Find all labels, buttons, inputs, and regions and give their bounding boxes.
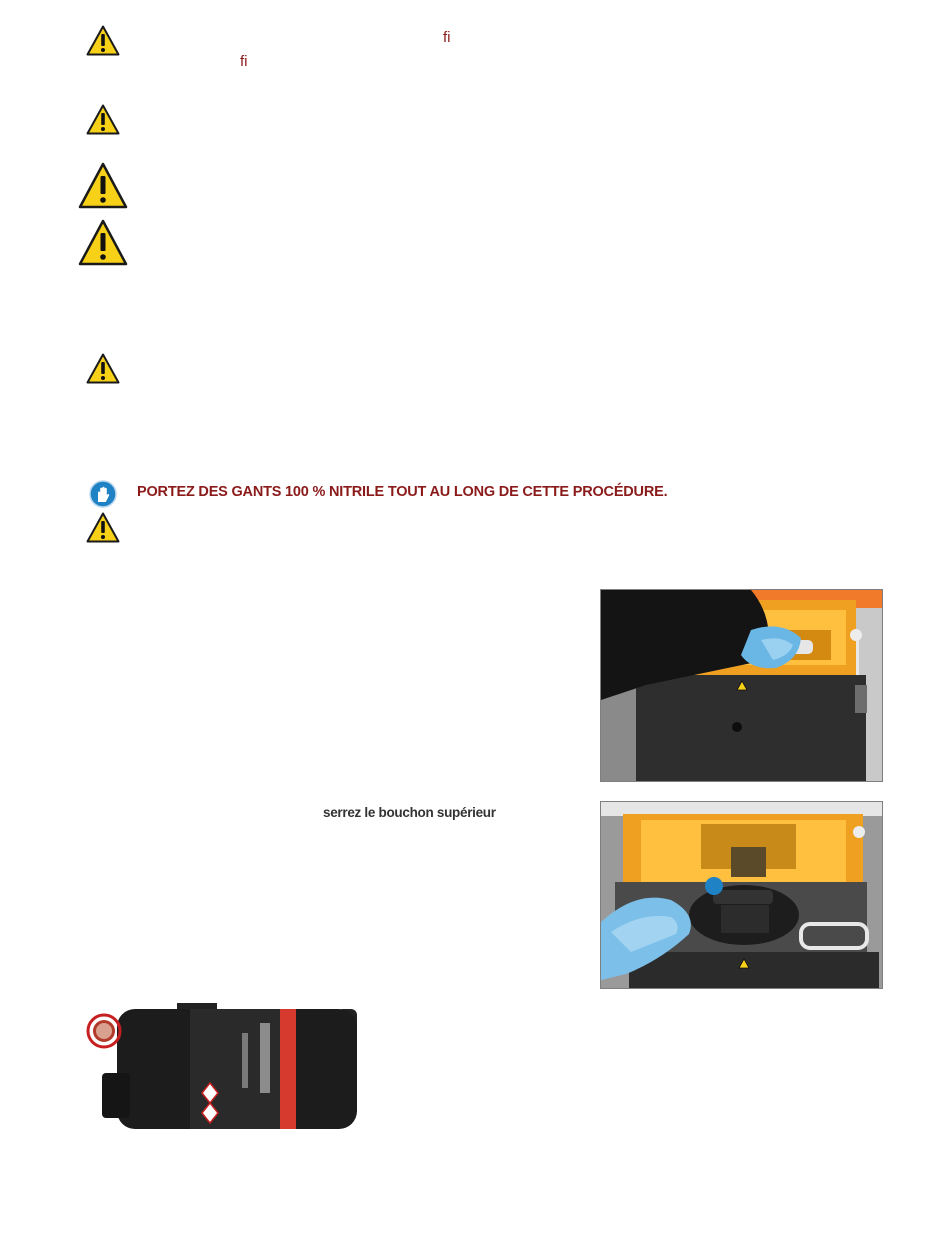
warning-triangle-icon: [78, 219, 128, 266]
resin-cartridge-photo: [82, 1003, 362, 1133]
step-instruction-text: serrez le bouchon supérieur: [323, 805, 496, 820]
warning-triangle-icon: [86, 104, 120, 135]
warning-triangle-icon: [86, 512, 120, 543]
ligature-fragment-1: ﬁ: [443, 29, 451, 46]
warning-triangle-icon: [86, 25, 120, 56]
printer-cartridge-photo-2: [600, 801, 883, 989]
printer-cartridge-photo-1: [600, 589, 883, 782]
ligature-fragment-2: ﬁ: [240, 53, 248, 70]
warning-triangle-icon: [78, 162, 128, 209]
warning-triangle-icon: [86, 353, 120, 384]
gloves-heading: PORTEZ DES GANTS 100 % NITRILE TOUT AU LONG DE CETTE PROCÉDURE.: [137, 484, 668, 500]
wear-gloves-icon: [89, 480, 117, 508]
